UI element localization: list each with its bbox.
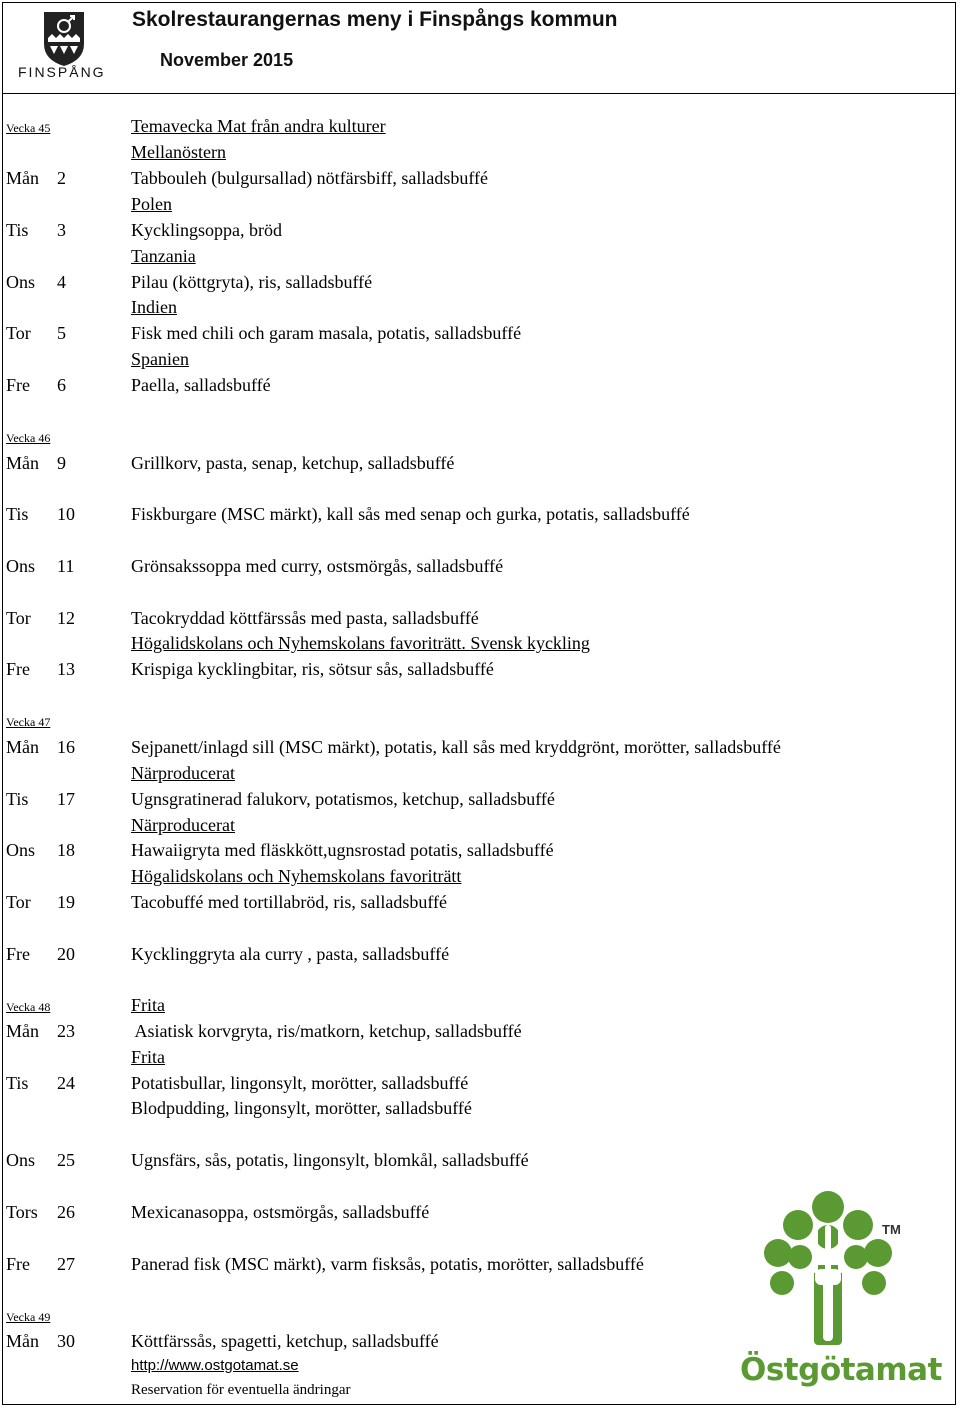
meal-text: Kycklingsoppa, bröd	[131, 220, 282, 240]
meal-text: Ugnsfärs, sås, potatis, lingonsylt, blomkål, salladsbuffé	[131, 1150, 529, 1170]
reservation-note: Reservation för eventuella ändringar	[131, 1382, 351, 1398]
day-name: Tor	[6, 892, 31, 912]
day-name: Mån	[6, 1021, 39, 1041]
day-name: Tor	[6, 323, 31, 343]
meal-text: Panerad fisk (MSC märkt), varm fisksås, potatis, morötter, salladsbuffé	[131, 1254, 644, 1274]
logo-text: FINSPÅNG	[18, 64, 106, 80]
meal-note: Indien	[131, 297, 177, 317]
week-label: Vecka 45	[6, 121, 51, 135]
day-number: 4	[57, 272, 66, 292]
day-number: 10	[57, 504, 75, 524]
meal-text: Tacokryddad köttfärssås med pasta, salladsbuffé	[131, 608, 479, 628]
day-number: 6	[57, 375, 66, 395]
day-name: Ons	[6, 840, 36, 860]
day-name: Ons	[6, 272, 36, 292]
day-name: Tor	[6, 608, 31, 628]
meal-text: Mexicanasoppa, ostsmörgås, salladsbuffé	[131, 1202, 430, 1222]
day-number: 2	[57, 168, 66, 188]
week-label: Vecka 47	[6, 715, 51, 729]
website-link[interactable]: http://www.ostgotamat.se	[131, 1357, 299, 1374]
meal-note: Högalidskolans och Nyhemskolans favoriträtt	[131, 866, 462, 886]
meal-text: Krispiga kycklingbitar, ris, sötsur sås, salladsbuffé	[131, 659, 494, 679]
day-name: Tis	[6, 504, 29, 524]
week-label: Vecka 46	[6, 431, 51, 445]
day-name: Tis	[6, 1073, 29, 1093]
meal-text: Potatisbullar, lingonsylt, morötter, salladsbuffé	[131, 1073, 469, 1093]
meal-note: Tanzania	[131, 246, 196, 266]
meal-text: Tacobuffé med tortillabröd, ris, salladsbuffé	[131, 892, 447, 912]
meal-text: Paella, salladsbuffé	[131, 375, 271, 395]
meal-text: Hawaiigryta med fläskkött,ugnsrostad potatis, salladsbuffé	[131, 840, 554, 860]
meal-note: Frita	[131, 995, 165, 1015]
brand-name: Östgötamat	[740, 1352, 942, 1388]
day-name: Ons	[6, 1150, 36, 1170]
meal-text: Tabbouleh (bulgursallad) nötfärsbiff, salladsbuffé	[131, 168, 488, 188]
meal-text: Pilau (köttgryta), ris, salladsbuffé	[131, 272, 373, 292]
day-number: 30	[57, 1331, 75, 1351]
day-name: Fre	[6, 944, 30, 964]
day-number: 27	[57, 1254, 75, 1274]
trademark-mark: TM	[882, 1222, 901, 1237]
day-name: Fre	[6, 659, 30, 679]
meal-note: Polen	[131, 194, 173, 214]
day-number: 9	[57, 453, 66, 473]
day-number: 3	[57, 220, 66, 240]
meal-text: Ugnsgratinerad falukorv, potatismos, ketchup, salladsbuffé	[131, 789, 555, 809]
meal-text-alt: Blodpudding, lingonsylt, morötter, salladsbuffé	[131, 1098, 472, 1118]
meal-text: Fisk med chili och garam masala, potatis, salladsbuffé	[131, 323, 522, 343]
day-number: 13	[57, 659, 75, 679]
meal-note: Spanien	[131, 349, 189, 369]
day-name: Mån	[6, 1331, 39, 1351]
day-name: Ons	[6, 556, 36, 576]
meal-text: Sejpanett/inlagd sill (MSC märkt), potatis, kall sås med kryddgrönt, morötter, salladsbuffé	[131, 737, 781, 757]
week-theme: Temavecka Mat från andra kulturer	[131, 116, 386, 136]
day-number: 12	[57, 608, 75, 628]
day-number: 19	[57, 892, 75, 912]
day-number: 18	[57, 840, 75, 860]
meal-note: Mellanöstern	[131, 142, 226, 162]
day-number: 26	[57, 1202, 75, 1222]
week-label: Vecka 49	[6, 1310, 51, 1324]
meal-note: Närproducerat	[131, 763, 235, 783]
meal-text: Grillkorv, pasta, senap, ketchup, salladsbuffé	[131, 453, 455, 473]
day-number: 16	[57, 737, 75, 757]
day-number: 24	[57, 1073, 75, 1093]
meal-text: Köttfärssås, spagetti, ketchup, salladsbuffé	[131, 1331, 439, 1351]
day-name: Fre	[6, 375, 30, 395]
day-name: Tors	[6, 1202, 38, 1222]
day-name: Tis	[6, 220, 29, 240]
page-subtitle: November 2015	[160, 50, 294, 70]
day-number: 23	[57, 1021, 75, 1041]
day-name: Fre	[6, 1254, 30, 1274]
day-name: Mån	[6, 737, 39, 757]
meal-text: Grönsakssoppa med curry, ostsmörgås, salladsbuffé	[131, 556, 504, 576]
day-number: 17	[57, 789, 75, 809]
meal-text: Kycklinggryta ala curry , pasta, salladsbuffé	[131, 944, 450, 964]
day-name: Mån	[6, 453, 39, 473]
day-name: Tis	[6, 789, 29, 809]
meal-text: Fiskburgare (MSC märkt), kall sås med senap och gurka, potatis, salladsbuffé	[131, 504, 690, 524]
day-number: 25	[57, 1150, 75, 1170]
meal-text: Asiatisk korvgryta, ris/matkorn, ketchup, salladsbuffé	[131, 1021, 522, 1041]
page-title: Skolrestaurangernas meny i Finspångs kommun	[132, 8, 618, 31]
meal-note: Högalidskolans och Nyhemskolans favoriträtt. Svensk kyckling	[131, 633, 590, 653]
day-name: Mån	[6, 168, 39, 188]
meal-note: Frita	[131, 1047, 165, 1067]
header-divider	[2, 93, 956, 94]
meal-note: Närproducerat	[131, 815, 235, 835]
week-label: Vecka 48	[6, 1000, 51, 1014]
day-number: 5	[57, 323, 66, 343]
day-number: 20	[57, 944, 75, 964]
day-number: 11	[57, 556, 75, 576]
